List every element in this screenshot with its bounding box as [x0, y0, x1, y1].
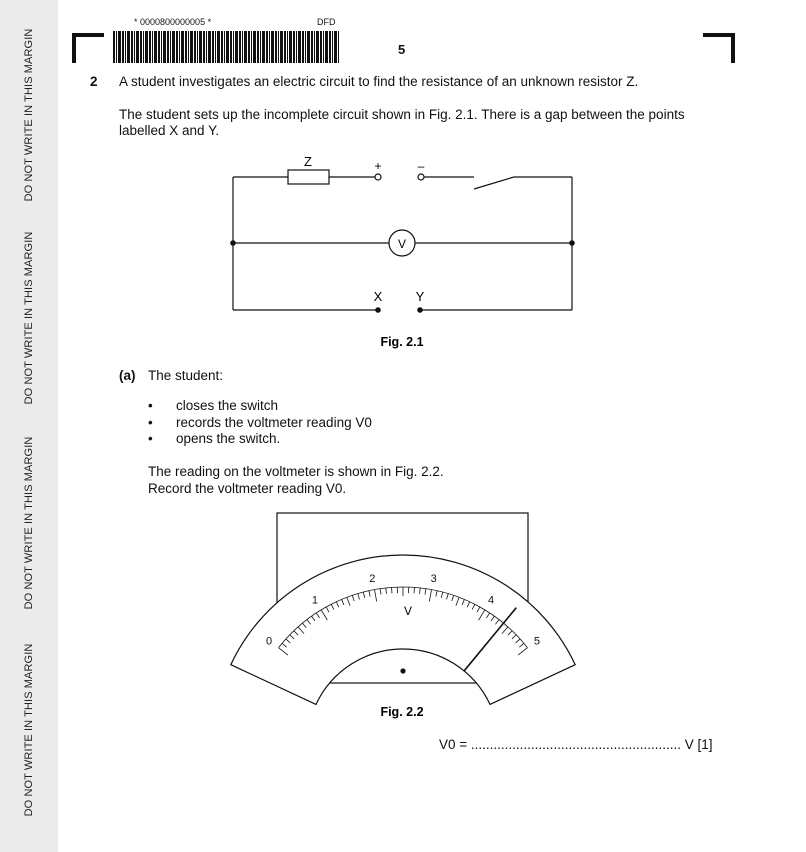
- fig21-caption: Fig. 2.1: [380, 335, 424, 349]
- margin-notice: DO NOT WRITE IN THIS MARGIN: [23, 231, 35, 405]
- answer-line: [439, 737, 713, 752]
- answer-dots[interactable]: ........................................................: [470, 737, 681, 752]
- point-x-label: X: [373, 289, 383, 304]
- step-item: • closes the switch: [148, 398, 372, 415]
- part-a-label: (a): [119, 368, 136, 383]
- step-item: • opens the switch.: [148, 431, 372, 448]
- scale-label-3: 3: [430, 572, 437, 585]
- page-number: 5: [398, 42, 406, 57]
- margin-notice: DO NOT WRITE IN THIS MARGIN: [23, 643, 35, 817]
- pivot-dot: [400, 668, 405, 673]
- scale-label-0: 0: [265, 635, 273, 648]
- question-number: 2: [90, 74, 98, 89]
- question-intro: A student investigates an electric circuit to find the resistance of an unknown resistor Z.: [119, 74, 639, 89]
- part-a-lead: The student:: [148, 368, 224, 383]
- barcode-number: * 0000800000005 *: [134, 17, 212, 27]
- scale-label-2: 2: [369, 572, 376, 585]
- question-setup-line1: The student sets up the incomplete circuit shown in Fig. 2.1. There is a gap between the points: [119, 107, 685, 122]
- answer-marks: [1]: [697, 737, 713, 752]
- reading-line1: The reading on the voltmeter is shown in Fig. 2.2.: [148, 464, 444, 479]
- plus-label: +: [374, 159, 382, 173]
- minus-label: –: [417, 159, 425, 173]
- question-setup-line2: labelled X and Y.: [119, 123, 220, 138]
- fig22-caption: Fig. 2.2: [380, 705, 424, 719]
- answer-label: V0 =: [439, 737, 468, 752]
- resistor-label: Z: [304, 154, 312, 169]
- step-item: • records the voltmeter reading V0: [148, 415, 372, 432]
- scale-label-1: 1: [311, 594, 318, 607]
- answer-unit: V: [684, 737, 694, 752]
- margin-notice: DO NOT WRITE IN THIS MARGIN: [23, 28, 35, 202]
- point-y-label: Y: [415, 289, 425, 304]
- margin-notice: DO NOT WRITE IN THIS MARGIN: [23, 436, 35, 610]
- meter-unit: V: [403, 604, 413, 618]
- reading-line2: Record the voltmeter reading V0.: [148, 481, 347, 496]
- paper-code: DFD: [317, 17, 336, 27]
- scale-label-4: 4: [488, 594, 495, 607]
- scale-label-5: 5: [533, 635, 541, 648]
- voltmeter-label: V: [397, 237, 407, 251]
